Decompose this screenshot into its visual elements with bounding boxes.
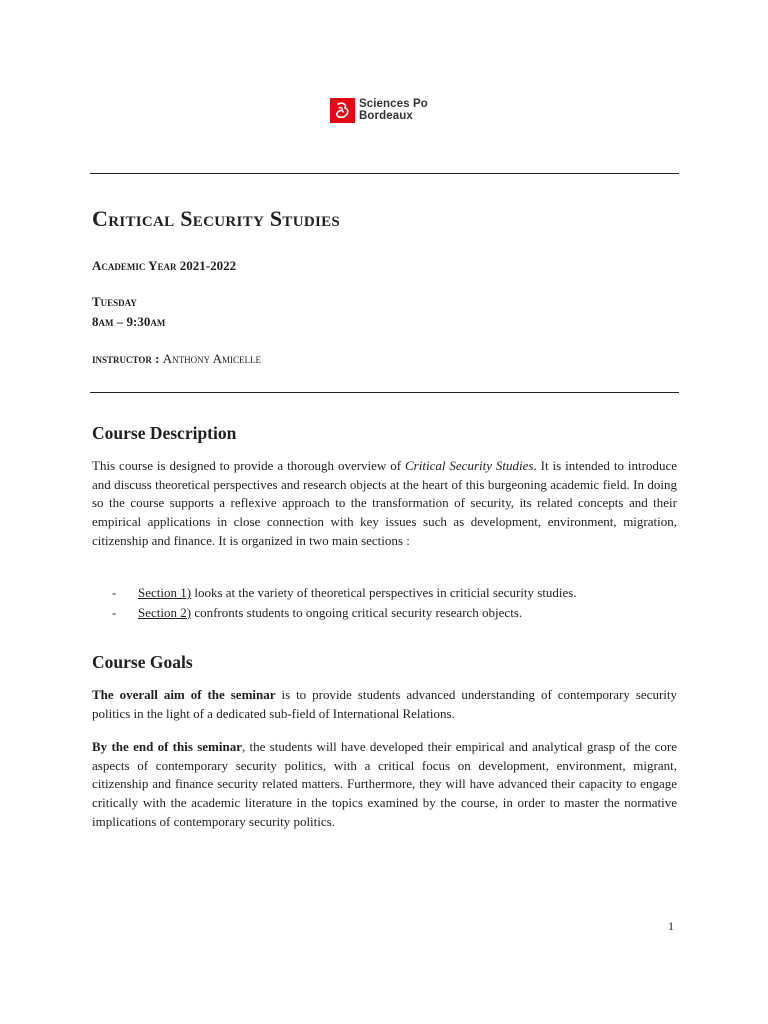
- list-dash: -: [112, 604, 117, 620]
- logo-text: [359, 99, 428, 122]
- academic-year: Academic Year 2021-2022: [92, 258, 237, 273]
- course-time: 8am – 9:30am: [92, 314, 166, 329]
- section-divider: [90, 392, 679, 393]
- instructor-name: Anthony Amicelle: [162, 351, 261, 366]
- goals-p2-bold: By the end of this seminar: [92, 739, 242, 754]
- course-title: Critical Security Studies: [92, 206, 341, 231]
- top-divider: [90, 173, 679, 174]
- sections-list: [112, 583, 577, 622]
- goals-p2-text: , the students will have developed their empirical and analytical grasp of the core aspects of contemporary security politics, with a critical focus on development, environment, migrant, citizenship and finance security related matters. Furthermore, they will have advanced their capacity to engage critically with the academic literature in the topics examined by the course, in order to master the normative implications of contemporary security politics.: [92, 739, 677, 829]
- goals-paragraph-1: [92, 686, 677, 723]
- course-goals-heading: Course Goals: [92, 652, 193, 672]
- description-intro-after: . It is intended to introduce and discuss theoretical perspectives and research objects at the heart of this burgeoning academic field. In doing so the course supports a reflexive approach to the transformation of security, its related concepts and their empirical applications in close connection with key issues such as development, environment, migration, citizenship and finance. It is organized in two main sections :: [92, 458, 677, 548]
- course-description-paragraph: [92, 457, 677, 551]
- section-1-link[interactable]: Section 1): [138, 585, 192, 600]
- course-day: Tuesday: [92, 294, 137, 309]
- section-2-link[interactable]: Section 2): [138, 604, 192, 620]
- description-intro-before: This course is designed to provide a thorough overview of: [92, 458, 406, 473]
- page-number: 1: [668, 919, 674, 933]
- list-dash: -: [112, 585, 117, 600]
- instructor-label: instructor :: [92, 351, 160, 366]
- sciences-po-bordeaux-logo: [330, 98, 428, 123]
- goals-paragraph-2: [92, 738, 677, 832]
- logo-mark-icon: [330, 98, 355, 123]
- instructor-line: [92, 351, 261, 367]
- logo-line-2: Bordeaux: [359, 109, 413, 122]
- list-item: [112, 583, 577, 603]
- section-2-text: confronts students to ongoing critical security research objects.: [191, 604, 523, 620]
- goals-p1-text: is to provide students advanced understanding of contemporary security politics in the light of a dedicated sub-field of International Relations.: [92, 687, 677, 721]
- logo-line-1: Sciences Po: [359, 98, 428, 110]
- description-intro-italic: Critical Security Studies: [405, 458, 534, 473]
- goals-p1-bold: The overall aim of the seminar: [92, 687, 276, 702]
- list-item: [112, 603, 577, 623]
- section-1-text: looks at the variety of theoretical perspectives in criticial security studies.: [191, 585, 577, 600]
- course-description-heading: Course Description: [92, 423, 237, 443]
